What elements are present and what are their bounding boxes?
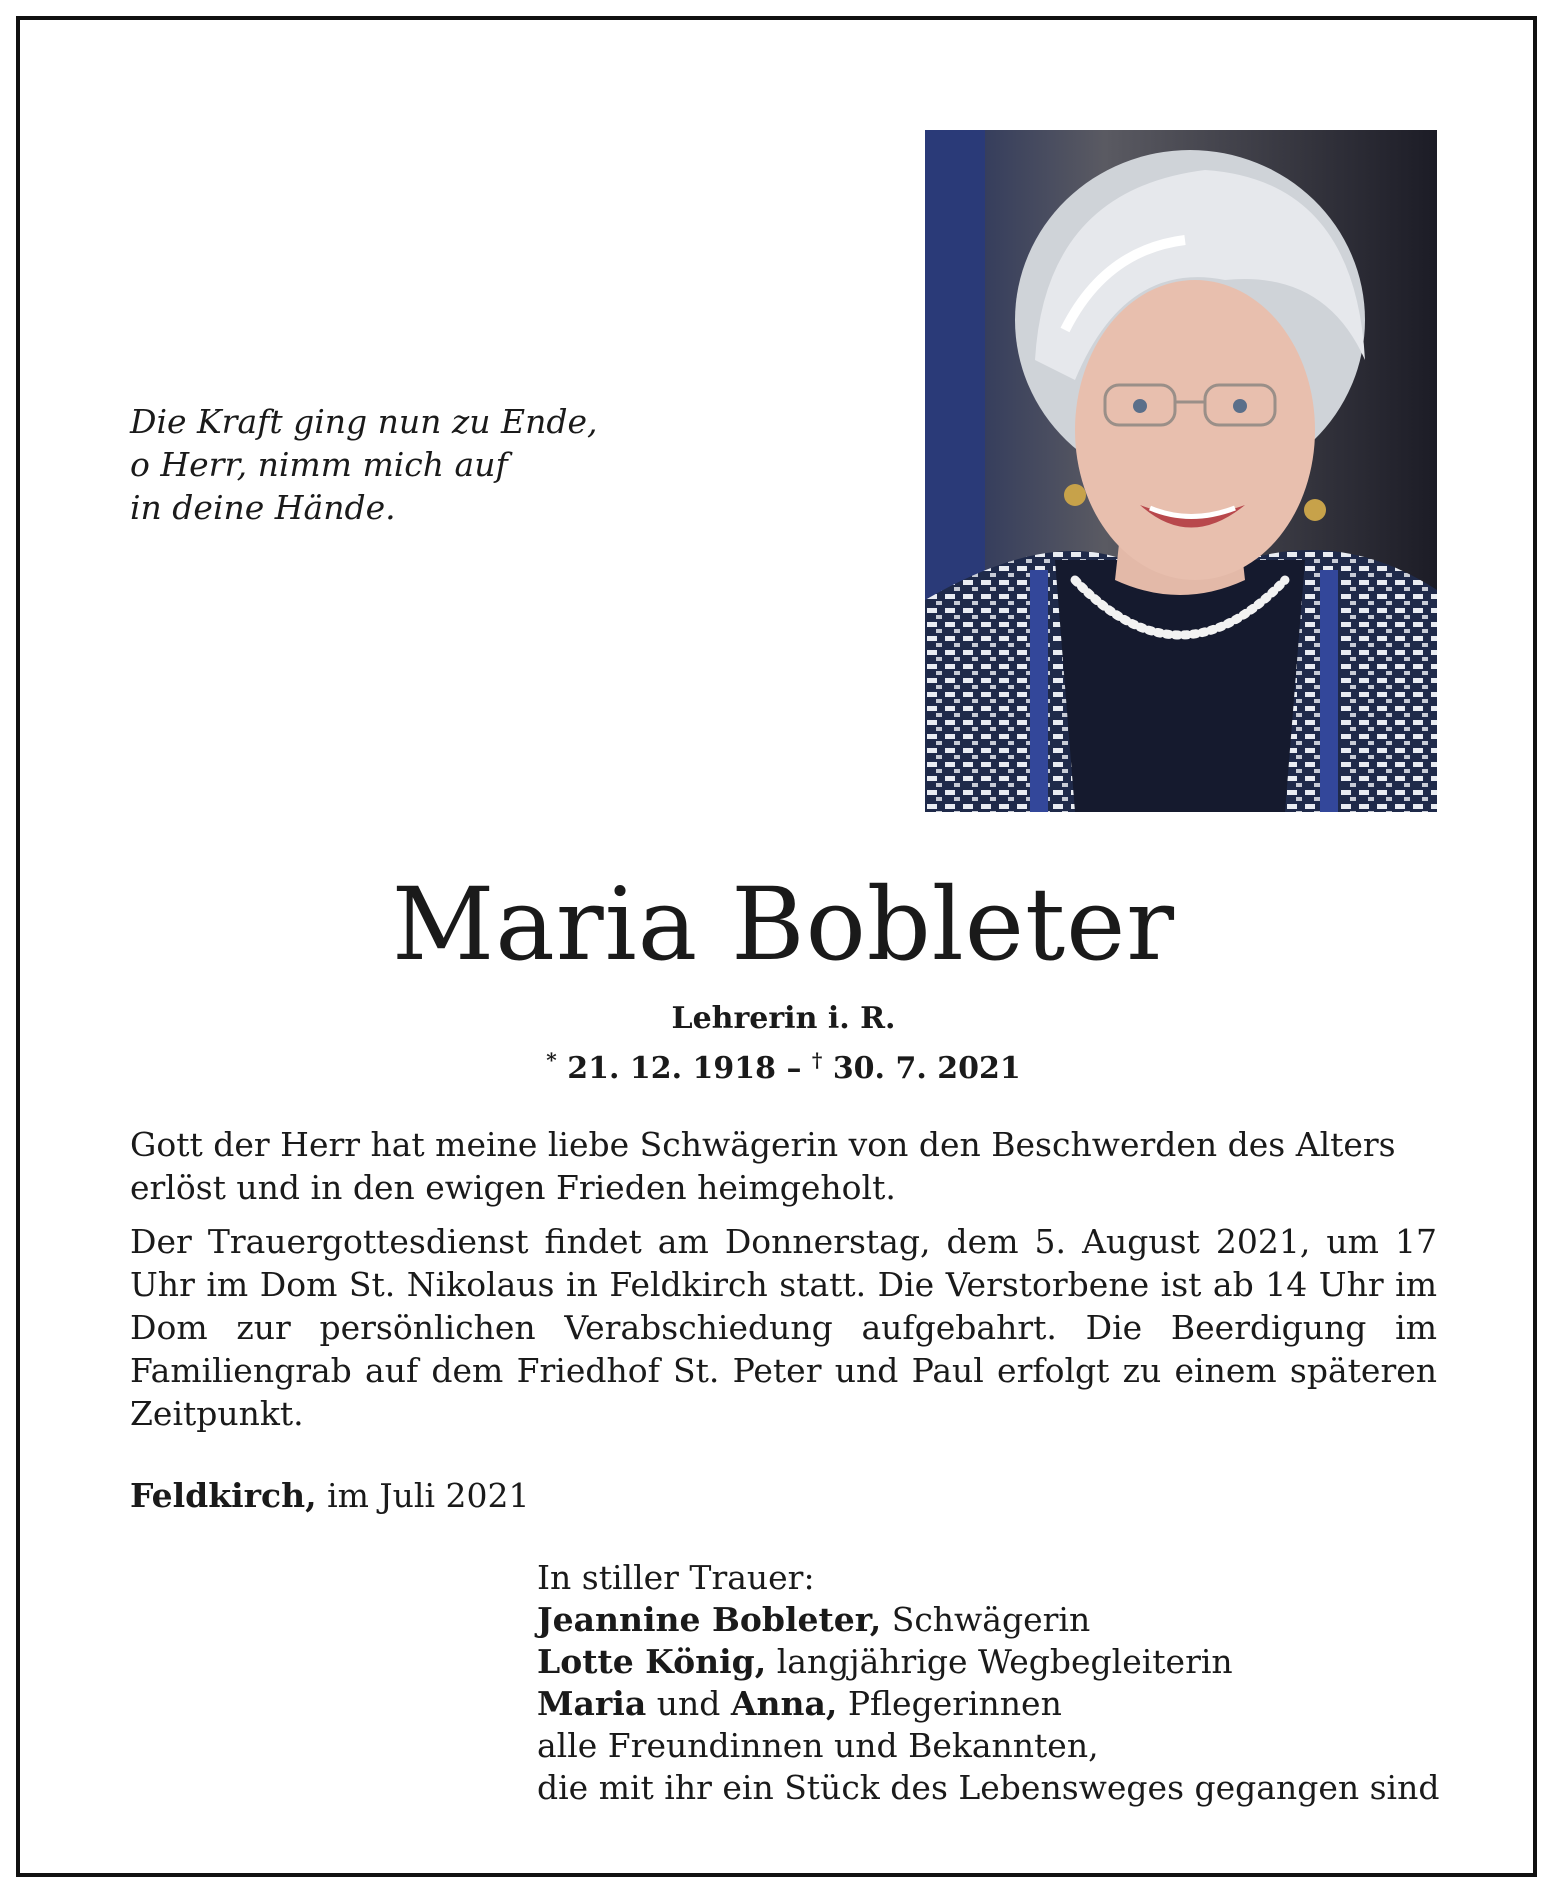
mourner-role: Schwägerin [891, 1600, 1091, 1639]
death-date: 30. 7. 2021 [832, 1051, 1021, 1086]
mourner-name: Jeannine Bobleter, [537, 1600, 882, 1639]
mourners-heading: In stiller Trauer: [537, 1558, 815, 1597]
deceased-title: Lehrerin i. R. [671, 1001, 896, 1036]
memorial-quote [130, 400, 650, 529]
quote-line: Die Kraft ging nun zu Ende, [130, 402, 598, 441]
mourner-row [537, 1683, 1437, 1725]
service-details-paragraph: Der Trauergottesdienst findet am Donnerstag, dem 5. August 2021, um 17 Uhr im Dom St. Nikolaus in Feldkirch statt. Die Verstorbene ist ab 14 Uhr im Dom zur persönlichen Verabschiedung aufgebahrt. Die Beerdigung im Familiengrab auf dem Friedhof St. Peter und Paul erfolgt zu einem späteren Zeitpunkt. [130, 1222, 1437, 1433]
announcement-paragraph: Gott der Herr hat meine liebe Schwägerin von den Beschwerden des Alters erlöst und in den ewigen Frieden heimgeholt. [130, 1125, 1396, 1207]
date-separator: – [786, 1051, 802, 1086]
death-symbol: † [811, 1048, 823, 1072]
mourner-name: Maria [537, 1684, 647, 1723]
mourner-role: Pflegerinnen [847, 1684, 1062, 1723]
mourner-conjunction: und [656, 1684, 721, 1723]
place-and-date [130, 1474, 530, 1517]
birth-symbol: * [546, 1048, 557, 1072]
mourner-name: Anna, [730, 1684, 838, 1723]
mourner-role: langjährige Wegbegleiterin [776, 1642, 1233, 1681]
quote-line: in deine Hände. [130, 488, 396, 527]
mourner-row [537, 1599, 1437, 1641]
place-date: im Juli 2021 [327, 1476, 530, 1515]
quote-line: o Herr, nimm mich auf [130, 445, 508, 484]
portrait-photo [925, 130, 1437, 812]
place-city: Feldkirch, [130, 1476, 317, 1515]
birth-date: 21. 12. 1918 [567, 1051, 776, 1086]
mourner-row [537, 1641, 1437, 1683]
mourners-list [537, 1557, 1440, 1809]
mourner-row: die mit ihr ein Stück des Lebensweges gegangen sind [537, 1768, 1440, 1807]
portrait-illustration [925, 130, 1437, 812]
life-dates [0, 1040, 1567, 1089]
deceased-name: Maria Bobleter [391, 866, 1176, 983]
mourner-row: alle Freundinnen und Bekannten, [537, 1726, 1099, 1765]
mourner-name: Lotte König, [537, 1642, 767, 1681]
